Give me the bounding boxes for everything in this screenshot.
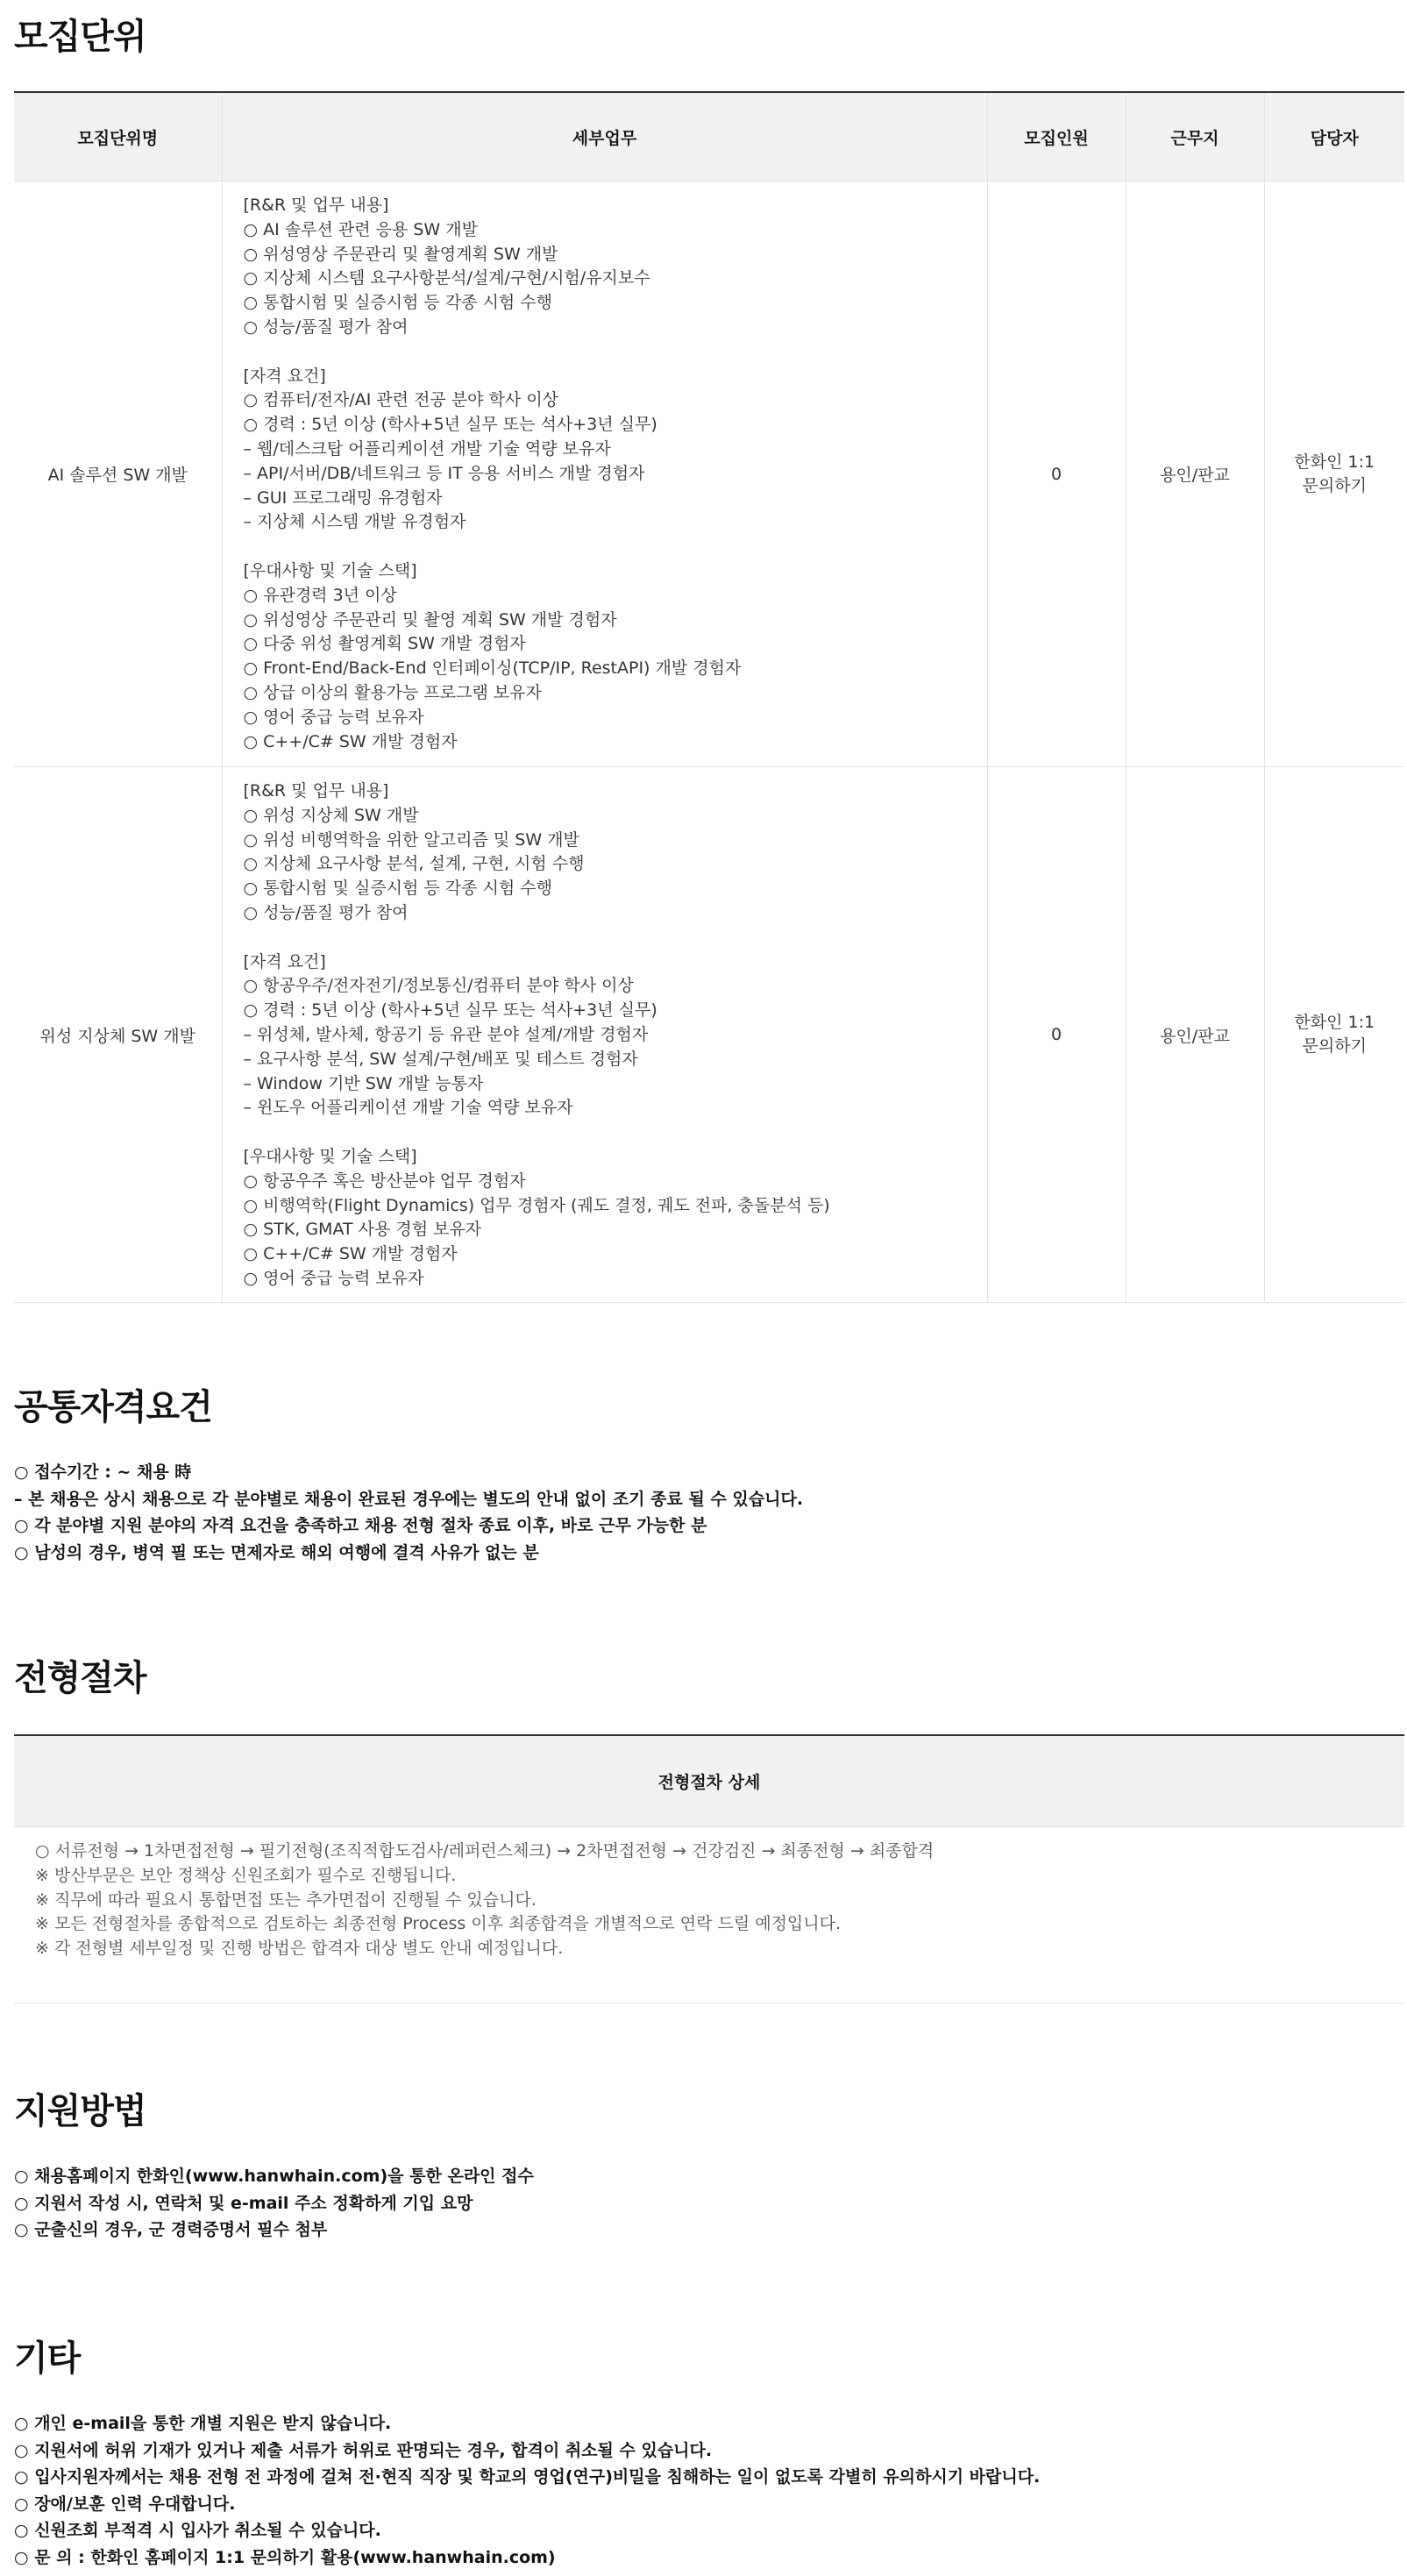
list-item: ○ 지원서에 허위 기재가 있거나 제출 서류가 허위로 판명되는 경우, 합격이 취소될 수 있습니다. <box>14 2440 713 2460</box>
detail-line: ○ Front-End/Back-End 인터페이싱(TCP/IP, RestAPI) 개발 경험자 <box>243 658 742 679</box>
contact-link[interactable] <box>1264 181 1404 767</box>
detail-line: [R&R 및 업무 내용] <box>243 781 389 801</box>
detail-line: ○ 위성영상 주문관리 및 촬영 계획 SW 개발 경험자 <box>243 609 617 630</box>
detail-line: – 지상체 시스템 개발 유경험자 <box>243 512 466 532</box>
detail-line: ○ 통합시험 및 실증시험 등 각종 시험 수행 <box>243 879 553 899</box>
detail-line: – GUI 프로그래밍 유경험자 <box>243 487 443 508</box>
detail-line: [자격 요건] <box>243 366 326 386</box>
detail-line: ○ 영어 중급 능력 보유자 <box>243 707 424 727</box>
process-line: ※ 방산부문은 보안 정책상 신원조회가 필수로 진행됩니다. <box>35 1865 457 1885</box>
process-details <box>14 1827 1404 2003</box>
detail-line: ○ 통합시험 및 실증시험 등 각종 시험 수행 <box>243 293 553 313</box>
detail-list <box>244 194 987 754</box>
detail-line: ○ 경력 : 5년 이상 (학사+5년 실무 또는 석사+3년 실무) <box>243 1000 657 1021</box>
detail-line: ○ 영어 중급 능력 보유자 <box>243 1268 424 1288</box>
section-title-apply: 지원방법 <box>14 2091 146 2131</box>
detail-line: [우대사항 및 기술 스택] <box>243 1146 417 1166</box>
list-item: ○ 지원서 작성 시, 연락처 및 e-mail 주소 정확하게 기입 요망 <box>14 2193 473 2213</box>
list-item: – 본 채용은 상시 채용으로 각 분야별로 채용이 완료된 경우에는 별도의 안내 없이 조기 종료 될 수 있습니다. <box>14 1489 804 1509</box>
detail-line: ○ 성능/품질 평가 참여 <box>243 317 409 337</box>
list-item: ○ 신원조회 부적격 시 입사가 취소될 수 있습니다. <box>14 2521 381 2540</box>
detail-line: – Window 기반 SW 개발 능통자 <box>243 1073 484 1093</box>
recruit-table <box>14 91 1404 1303</box>
list-item: ○ 입사지원자께서는 채용 전형 전 과정에 걸쳐 전·현직 직장 및 학교의 영업(연구)비밀을 침해하는 일이 없도록 각별히 유의하시기 바랍니다. <box>14 2467 1041 2487</box>
detail-line: – 위성체, 발사체, 항공기 등 유관 분야 설계/개발 경험자 <box>243 1024 649 1044</box>
detail-line: – 웹/데스크탑 어플리케이션 개발 기술 역량 보유자 <box>243 438 611 459</box>
detail-line: ○ 위성 비행역학을 위한 알고리즘 및 SW 개발 <box>243 829 579 850</box>
process-line: ○ 서류전형 → 1차면접전형 → 필기전형(조직적합도검사/레퍼런스체크) → 2차면접전형 → 건강검진 → 최종전형 → 최종합격 <box>35 1841 934 1861</box>
detail-line: ○ 지상체 요구사항 분석, 설계, 구현, 시험 수행 <box>243 854 585 874</box>
detail-line: ○ 경력 : 5년 이상 (학사+5년 실무 또는 석사+3년 실무) <box>243 415 657 435</box>
process-table <box>14 1734 1404 2003</box>
detail-line: [R&R 및 업무 내용] <box>243 196 389 215</box>
contact-line-1: 한화인 1:1 <box>1294 452 1375 472</box>
detail-spacer <box>244 1121 987 1145</box>
detail-line: – 윈도우 어플리케이션 개발 기술 역량 보유자 <box>243 1098 573 1118</box>
detail-line: – 요구사항 분석, SW 설계/구현/배포 및 테스트 경험자 <box>243 1049 638 1069</box>
col-header-location: 근무지 <box>1126 92 1264 181</box>
detail-line: ○ 비행역학(Flight Dynamics) 업무 경험자 (궤도 결정, 궤도 전파, 충돌분석 등) <box>243 1195 830 1215</box>
detail-line: ○ 위성 지상체 SW 개발 <box>243 805 419 825</box>
detail-line: ○ 상급 이상의 활용가능 프로그램 보유자 <box>243 682 542 702</box>
detail-line: – API/서버/DB/네트워크 등 IT 응용 서비스 개발 경험자 <box>243 463 645 483</box>
section-title-recruit-unit: 모집단위 <box>14 17 146 57</box>
apply-method-list <box>14 2163 534 2244</box>
list-item: ○ 접수기간 : ~ 채용 時 <box>14 1462 192 1482</box>
detail-line: ○ 유관경력 3년 이상 <box>243 585 397 605</box>
work-location: 용인/판교 <box>1126 767 1264 1303</box>
list-item: ○ 채용홈페이지 한화인(www.hanwhain.com)을 통한 온라인 접수 <box>14 2167 534 2186</box>
section-title-process: 전형절차 <box>14 1658 146 1698</box>
detail-line: ○ 지상체 시스템 요구사항분석/설계/구현/시험/유지보수 <box>243 268 650 288</box>
contact-link[interactable] <box>1264 767 1404 1303</box>
detail-line: ○ STK, GMAT 사용 경험 보유자 <box>243 1220 482 1240</box>
list-item: ○ 군출신의 경우, 군 경력증명서 필수 첨부 <box>14 2220 328 2239</box>
detail-spacer <box>244 340 987 365</box>
detail-line: ○ AI 솔루션 관련 응용 SW 개발 <box>243 219 478 239</box>
unit-details <box>222 767 987 1303</box>
detail-line: ○ 성능/품질 평가 참여 <box>243 902 409 922</box>
detail-spacer <box>244 926 987 950</box>
list-item: ○ 개인 e-mail을 통한 개별 지원은 받지 않습니다. <box>14 2414 392 2433</box>
contact-line-2: 문의하기 <box>1302 1036 1367 1056</box>
detail-line: [자격 요건] <box>243 951 326 971</box>
headcount: 0 <box>987 181 1126 767</box>
col-header-contact: 담당자 <box>1264 92 1404 181</box>
etc-list <box>14 2410 1040 2571</box>
detail-line: ○ 다중 위성 촬영계획 SW 개발 경험자 <box>243 634 526 654</box>
list-item: ○ 문 의 : 한화인 홈페이지 1:1 문의하기 활용(www.hanwhain.com) <box>14 2547 556 2567</box>
unit-details <box>222 181 987 767</box>
process-line: ※ 모든 전형절차를 종합적으로 검토하는 최종전형 Process 이후 최종합격을 개별적으로 연락 드릴 예정입니다. <box>35 1914 842 1934</box>
contact-line-1: 한화인 1:1 <box>1294 1013 1375 1032</box>
process-header: 전형절차 상세 <box>14 1735 1404 1827</box>
list-item: ○ 남성의 경우, 병역 필 또는 면제자로 해외 여행에 결격 사유가 없는 분 <box>14 1542 539 1562</box>
list-item: ○ 장애/보훈 인력 우대합니다. <box>14 2494 236 2514</box>
detail-line: ○ C++/C# SW 개발 경험자 <box>243 731 458 751</box>
col-header-unit-name: 모집단위명 <box>14 92 222 181</box>
detail-line: ○ 컴퓨터/전자/AI 관련 전공 분야 학사 이상 <box>243 390 559 410</box>
detail-line: [우대사항 및 기술 스택] <box>243 560 417 580</box>
col-header-headcount: 모집인원 <box>987 92 1126 181</box>
section-title-common-requirements: 공통자격요건 <box>14 1387 212 1427</box>
col-header-detail: 세부업무 <box>222 92 987 181</box>
recruit-table-header <box>14 92 1404 181</box>
common-requirements-list <box>14 1459 803 1566</box>
list-item: ○ 각 분야별 지원 분야의 자격 요건을 충족하고 채용 전형 절차 종료 이후, 바로 근무 가능한 분 <box>14 1516 707 1535</box>
detail-line: ○ 위성영상 주문관리 및 촬영계획 SW 개발 <box>243 244 558 264</box>
table-row <box>14 767 1404 1303</box>
detail-list <box>244 779 987 1292</box>
process-line: ※ 각 전형별 세부일정 및 진행 방법은 합격자 대상 별도 안내 예정입니다. <box>35 1939 564 1959</box>
unit-name: AI 솔루션 SW 개발 <box>14 181 222 767</box>
contact-line-2: 문의하기 <box>1302 475 1367 495</box>
table-row <box>14 1827 1404 2003</box>
headcount: 0 <box>987 767 1126 1303</box>
work-location: 용인/판교 <box>1126 181 1264 767</box>
detail-line: ○ 항공우주/전자전기/정보통신/컴퓨터 분야 학사 이상 <box>243 976 634 996</box>
table-row <box>14 181 1404 767</box>
detail-line: ○ C++/C# SW 개발 경험자 <box>243 1244 458 1264</box>
unit-name: 위성 지상체 SW 개발 <box>14 767 222 1303</box>
detail-spacer <box>244 535 987 559</box>
process-line: ※ 직무에 따라 필요시 통합면접 또는 추가면접이 진행될 수 있습니다. <box>35 1889 537 1910</box>
detail-line: ○ 항공우주 혹은 방산분야 업무 경험자 <box>243 1171 526 1191</box>
section-title-etc: 기타 <box>14 2338 81 2379</box>
